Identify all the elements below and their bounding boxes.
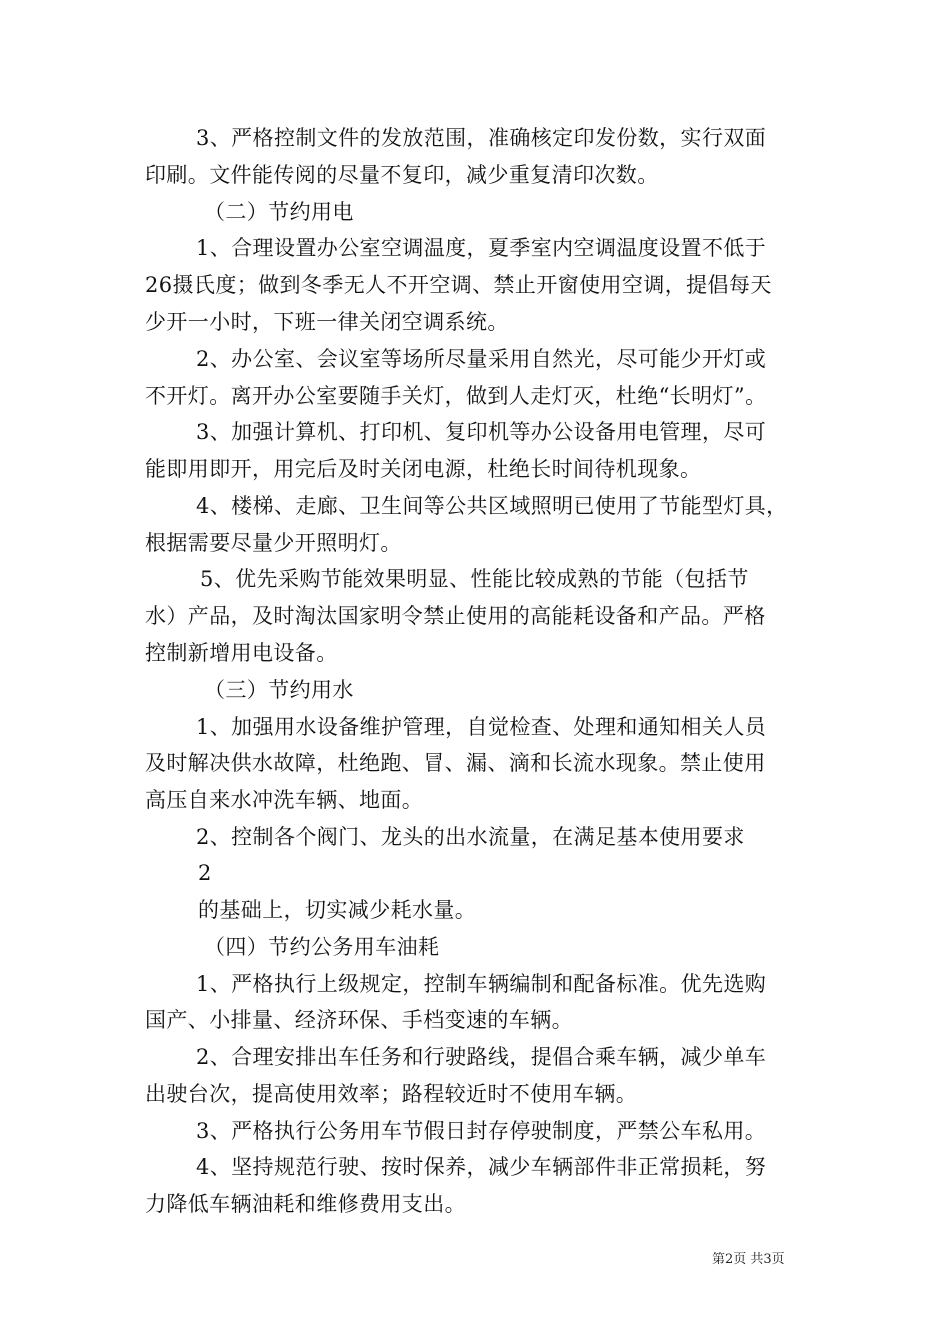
text-line: 3、严格执行公务用车节假日封存停驶制度，严禁公车私用。 — [196, 1119, 767, 1143]
section-heading: （二）节约用电 — [204, 200, 354, 224]
text-line: 2、控制各个阀门、龙头的出水流量，在满足基本使用要求 — [196, 825, 745, 849]
section-heading: （四）节约公务用车油耗 — [204, 935, 440, 959]
inline-page-number: 2 — [198, 861, 212, 885]
text-line: 国产、小排量、经济环保、手档变速的车辆。 — [145, 1008, 573, 1032]
text-line: 3、严格控制文件的发放范围，准确核定印发份数，实行双面 — [196, 126, 767, 150]
text-line: 2、合理安排出车任务和行驶路线，提倡合乘车辆，减少单车 — [196, 1045, 767, 1069]
text-line: 1、严格执行上级规定，控制车辆编制和配备标准。优先选购 — [196, 972, 767, 996]
text-line: 4、楼梯、走廊、卫生间等公共区域照明已使用了节能型灯具， — [196, 494, 788, 518]
text-line: 力降低车辆油耗和维修费用支出。 — [145, 1192, 466, 1216]
text-line: 高压自来水冲洗车辆、地面。 — [145, 788, 424, 812]
text-line: 出驶台次，提高使用效率；路程较近时不使用车辆。 — [145, 1082, 638, 1106]
text-line: 5、优先采购节能效果明显、性能比较成熟的节能（包括节 — [200, 567, 749, 591]
text-line: 4、坚持规范行驶、按时保养，减少车辆部件非正常损耗，努 — [196, 1155, 767, 1179]
text-line: 水）产品，及时淘汰国家明令禁止使用的高能耗设备和产品。严格 — [145, 604, 766, 628]
text-line: 及时解决供水故障，杜绝跑、冒、漏、滴和长流水现象。禁止使用 — [145, 751, 766, 775]
page-footer: 第2页 共3页 — [712, 1252, 785, 1267]
text-line: 3、加强计算机、打印机、复印机等办公设备用电管理，尽可 — [196, 420, 767, 444]
text-line: 的基础上，切实减少耗水量。 — [198, 898, 477, 922]
text-line: 少开一小时，下班一律关闭空调系统。 — [145, 310, 509, 334]
text-line: 不开灯。离开办公室要随手关灯，做到人走灯灭，杜绝“长明灯”。 — [145, 384, 767, 408]
text-line: 能即用即开，用完后及时关闭电源，杜绝长时间待机现象。 — [145, 457, 702, 481]
text-line: 控制新增用电设备。 — [145, 641, 338, 665]
text-line: 26摄氏度；做到冬季无人不开空调、禁止开窗使用空调，提倡每天 — [145, 273, 772, 297]
section-heading: （三）节约用水 — [204, 678, 354, 702]
text-line: 2、办公室、会议室等场所尽量采用自然光，尽可能少开灯或 — [196, 347, 767, 371]
text-line: 印刷。文件能传阅的尽量不复印，减少重复清印次数。 — [145, 163, 659, 187]
text-line: 根据需要尽量少开照明灯。 — [145, 531, 402, 555]
text-line: 1、合理设置办公室空调温度，夏季室内空调温度设置不低于 — [196, 236, 767, 260]
text-line: 1、加强用水设备维护管理，自觉检查、处理和通知相关人员 — [196, 715, 767, 739]
